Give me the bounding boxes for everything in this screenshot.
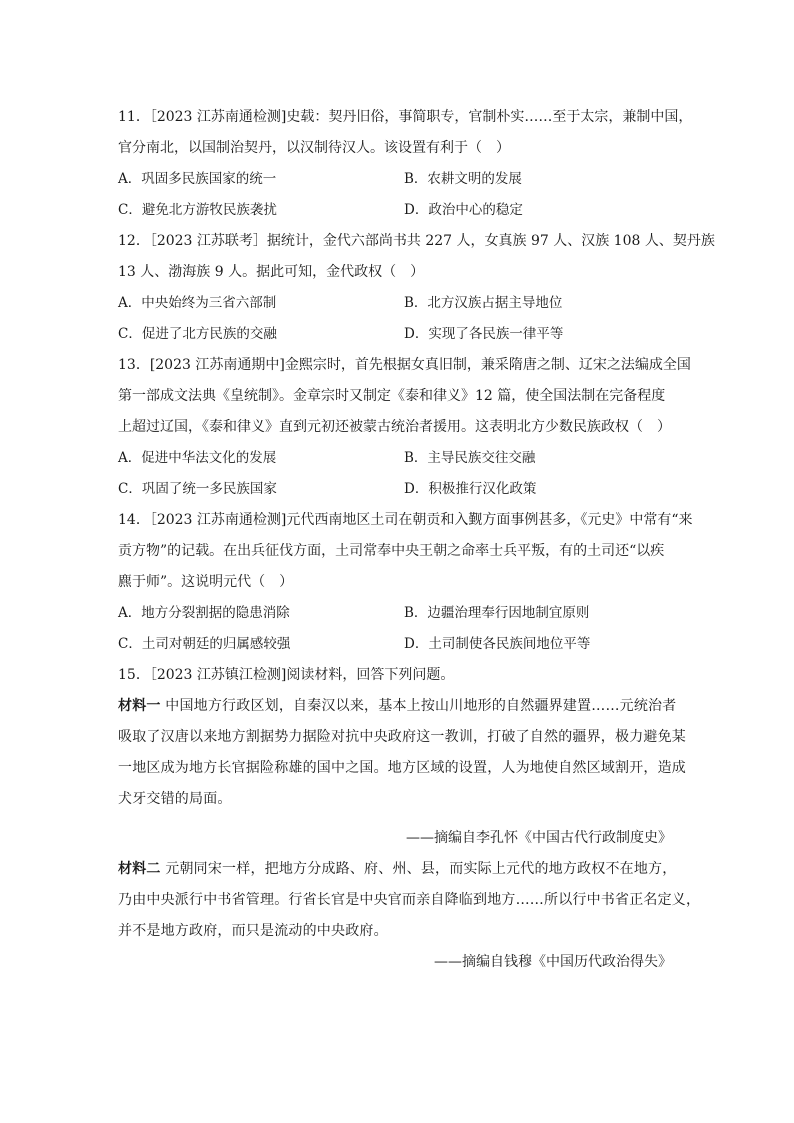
document-page (118, 102, 715, 978)
option-c[interactable]: C．巩固了统一多民族国家 (118, 481, 277, 497)
option-row (118, 164, 678, 195)
material-source: ——摘编自李孔怀《中国古代行政制度史》 (406, 830, 672, 846)
question-13 (118, 350, 691, 505)
option-b[interactable]: B．主导民族交往交融 (404, 450, 536, 466)
question-text: 11．［2023 江苏南通检测]史载：契丹旧俗，事简职专，官制朴实……至于太宗，兼制中国， (118, 109, 693, 125)
option-d[interactable]: D．实现了各民族一律平等 (404, 326, 564, 342)
question-14 (118, 505, 693, 660)
question-text: 麃于师”。这说明元代（ ） (118, 574, 294, 590)
material-line: 材料二 元朝同宋一样，把地方分成路、府、州、县，而实际上元代的地方政权不在地方， (118, 861, 677, 877)
question-text: 第一部成文法典《皇统制》。金章宗时又制定《泰和律义》12 篇，使全国法制在完备程度 (118, 388, 666, 404)
option-c[interactable]: C．避免北方游牧民族袭扰 (118, 202, 277, 218)
option-d[interactable]: D．政治中心的稳定 (404, 202, 523, 218)
option-a[interactable]: A．巩固多民族国家的统一 (118, 171, 277, 187)
question-text: 12．［2023 江苏联考］据统计，金代六部尚书共 227 人，女真族 97 人、汉族 108 人、契丹族 (118, 233, 715, 249)
option-d[interactable]: D．土司制使各民族间地位平等 (404, 636, 591, 652)
option-c[interactable]: C．促进了北方民族的交融 (118, 326, 277, 342)
option-a[interactable]: A．促进中华法文化的发展 (118, 450, 277, 466)
material-line: 乃由中央派行中书省管理。行省长官是中央官而亲自降临到地方……所以行中书省正名定义， (118, 892, 701, 908)
question-text: 14．［2023 江苏南通检测]元代西南地区土司在朝贡和入觐方面事例甚多，《元史》中常有“来 (118, 512, 693, 528)
material-line: 一地区成为地方长官据险称雄的国中之国。地方区域的设置，人为地使自然区域割开，造成 (118, 760, 686, 776)
option-b[interactable]: B．北方汉族占据主导地位 (404, 295, 563, 311)
option-row (118, 629, 678, 660)
option-a[interactable]: A．地方分裂割据的隐患消除 (118, 605, 290, 621)
material-label: 材料二 (118, 861, 161, 877)
material-1 (118, 691, 686, 854)
option-row (118, 319, 678, 350)
material-source: ——摘编自钱穆《中国历代政治得失》 (434, 954, 672, 970)
material-label: 材料一 (118, 698, 161, 714)
question-text: 13 人、渤海族 9 人。据此可知，金代政权（ ） (118, 264, 425, 280)
material-line: 犬牙交错的局面。 (118, 791, 232, 807)
question-12 (118, 226, 715, 350)
question-11 (118, 102, 693, 226)
option-row (118, 474, 678, 505)
material-line: 并不是地方政府，而只是流动的中央政府。 (118, 923, 388, 939)
material-line: 吸取了汉唐以来地方割据势力据险对抗中央政府这一教训，打破了自然的疆界，极力避免某 (118, 729, 686, 745)
material-line: 材料一 中国地方行政区划，自秦汉以来，基本上按山川地形的自然疆界建置……元统治者 (118, 698, 677, 714)
question-text: 上超过辽国，《泰和律义》直到元初还被蒙古统治者援用。这表明北方少数民族政权（ ） (118, 419, 671, 435)
option-b[interactable]: B．边疆治理奉行因地制宜原则 (404, 605, 590, 621)
question-text: 13．[2023 江苏南通期中]金熙宗时，首先根据女真旧制，兼采隋唐之制、辽宋之法编成全国 (118, 357, 691, 373)
option-row (118, 288, 678, 319)
option-b[interactable]: B．农耕文明的发展 (404, 171, 522, 187)
option-a[interactable]: A．中央始终为三省六部制 (118, 295, 277, 311)
question-text: 15．［2023 江苏镇江检测]阅读材料，回答下列问题。 (118, 667, 455, 683)
question-text: 官分南北，以国制治契丹，以汉制待汉人。该设置有利于（ ） (118, 140, 510, 156)
question-text: 贡方物”的记载。在出兵征伐方面，土司常奉中央王朝之命率士兵平叛，有的土司还“以疾 (118, 543, 665, 559)
question-15 (118, 660, 701, 978)
option-row (118, 598, 678, 629)
option-d[interactable]: D．积极推行汉化政策 (404, 481, 537, 497)
option-row (118, 195, 678, 226)
option-row (118, 443, 678, 474)
material-2 (118, 854, 701, 978)
option-c[interactable]: C．土司对朝廷的归属感较强 (118, 636, 291, 652)
